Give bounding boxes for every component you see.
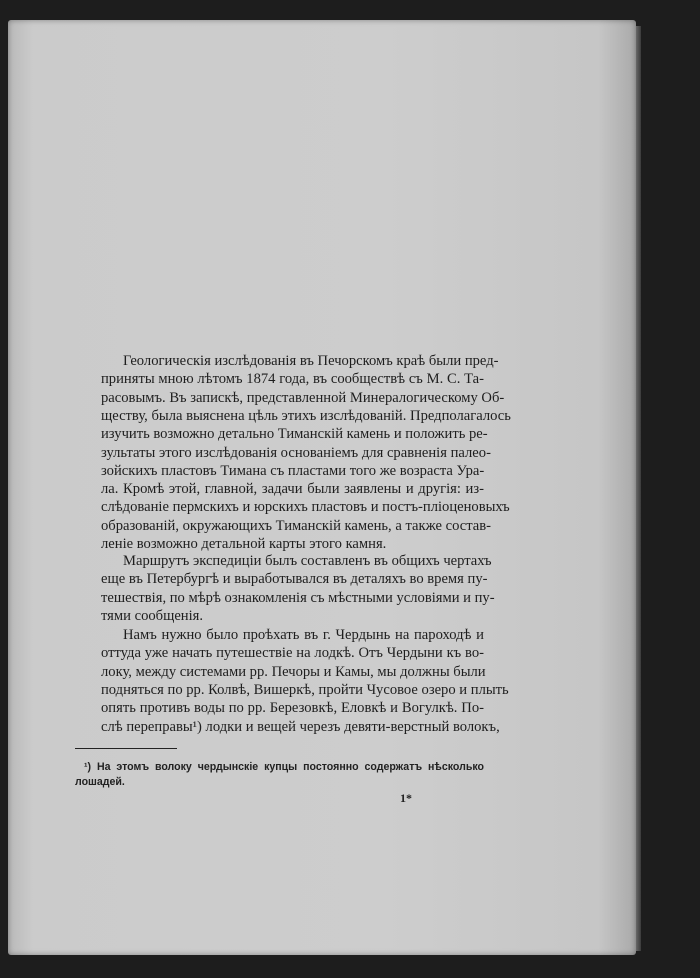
signature-mark: 1*: [400, 791, 412, 805]
text-line: зультаты этого изслѣдованія основаніемъ для сравненія палео-: [101, 444, 491, 461]
text-line: тями сообщенія.: [101, 607, 204, 624]
text-line: Маршрутъ экспедиціи былъ составленъ въ общихъ чертахъ: [123, 553, 492, 569]
text-line: зойскихъ пластовъ Тимана съ пластами того же возраста Ура-: [101, 462, 485, 479]
text-line: расовымъ. Въ запискѣ, представленной Минералогическому Об-: [101, 389, 505, 406]
text-line: приняты мною лѣтомъ 1874 года, въ сообществѣ съ М. С. Та-: [101, 371, 484, 388]
text-line: леніе возможно детальной карты этого камня.: [101, 536, 387, 552]
text-line: изучить возможно детально Тиманскій камень и положить ре-: [101, 426, 488, 443]
text-line: ществу, была выяснена цѣль этихъ изслѣдованій. Предполагалось: [101, 407, 511, 424]
text-line: ла. Кромѣ этой, главной, задачи были заявлены и другія: из-: [101, 481, 484, 498]
footnote-rule: [75, 748, 177, 749]
text-line: локу, между системами рр. Печоры и Камы, мы должны были: [101, 663, 486, 680]
text-line: оттуда уже начать путешествіе на лодкѣ. Отъ Чердыни къ во-: [101, 645, 484, 662]
text-line: Намъ нужно было проѣхать въ г. Чердынь на пароходѣ и: [123, 627, 484, 643]
text-line: образованій, окружающихъ Тиманскій камень, а также состав-: [101, 517, 492, 534]
footnote-line: ¹) На этомъ волоку чердынскіе купцы постоянно содержатъ нѣсколько: [84, 761, 484, 773]
text-line: подняться по рр. Колвѣ, Вишеркѣ, пройти Чусовое озеро и плыть: [101, 681, 509, 698]
footnote-line: лошадей.: [75, 776, 125, 788]
text-line: опять противъ воды по рр. Березовкѣ, Еловкѣ и Вогулкѣ. По-: [101, 700, 484, 717]
text-line: еще въ Петербургѣ и выработывался въ деталяхъ во время пу-: [101, 571, 488, 588]
text-line: слѣ переправы¹) лодки и вещей черезъ девяти-верстный волокъ,: [101, 718, 500, 735]
text-line: слѣдованіе пермскихъ и юрскихъ пластовъ и постъ-пліоценовыхъ: [101, 499, 510, 516]
text-line: тешествія, по мѣрѣ ознакомленія съ мѣстными условіями и пу-: [101, 589, 495, 606]
text-line: Геологическія изслѣдованія въ Печорскомъ краѣ были пред-: [123, 353, 499, 369]
